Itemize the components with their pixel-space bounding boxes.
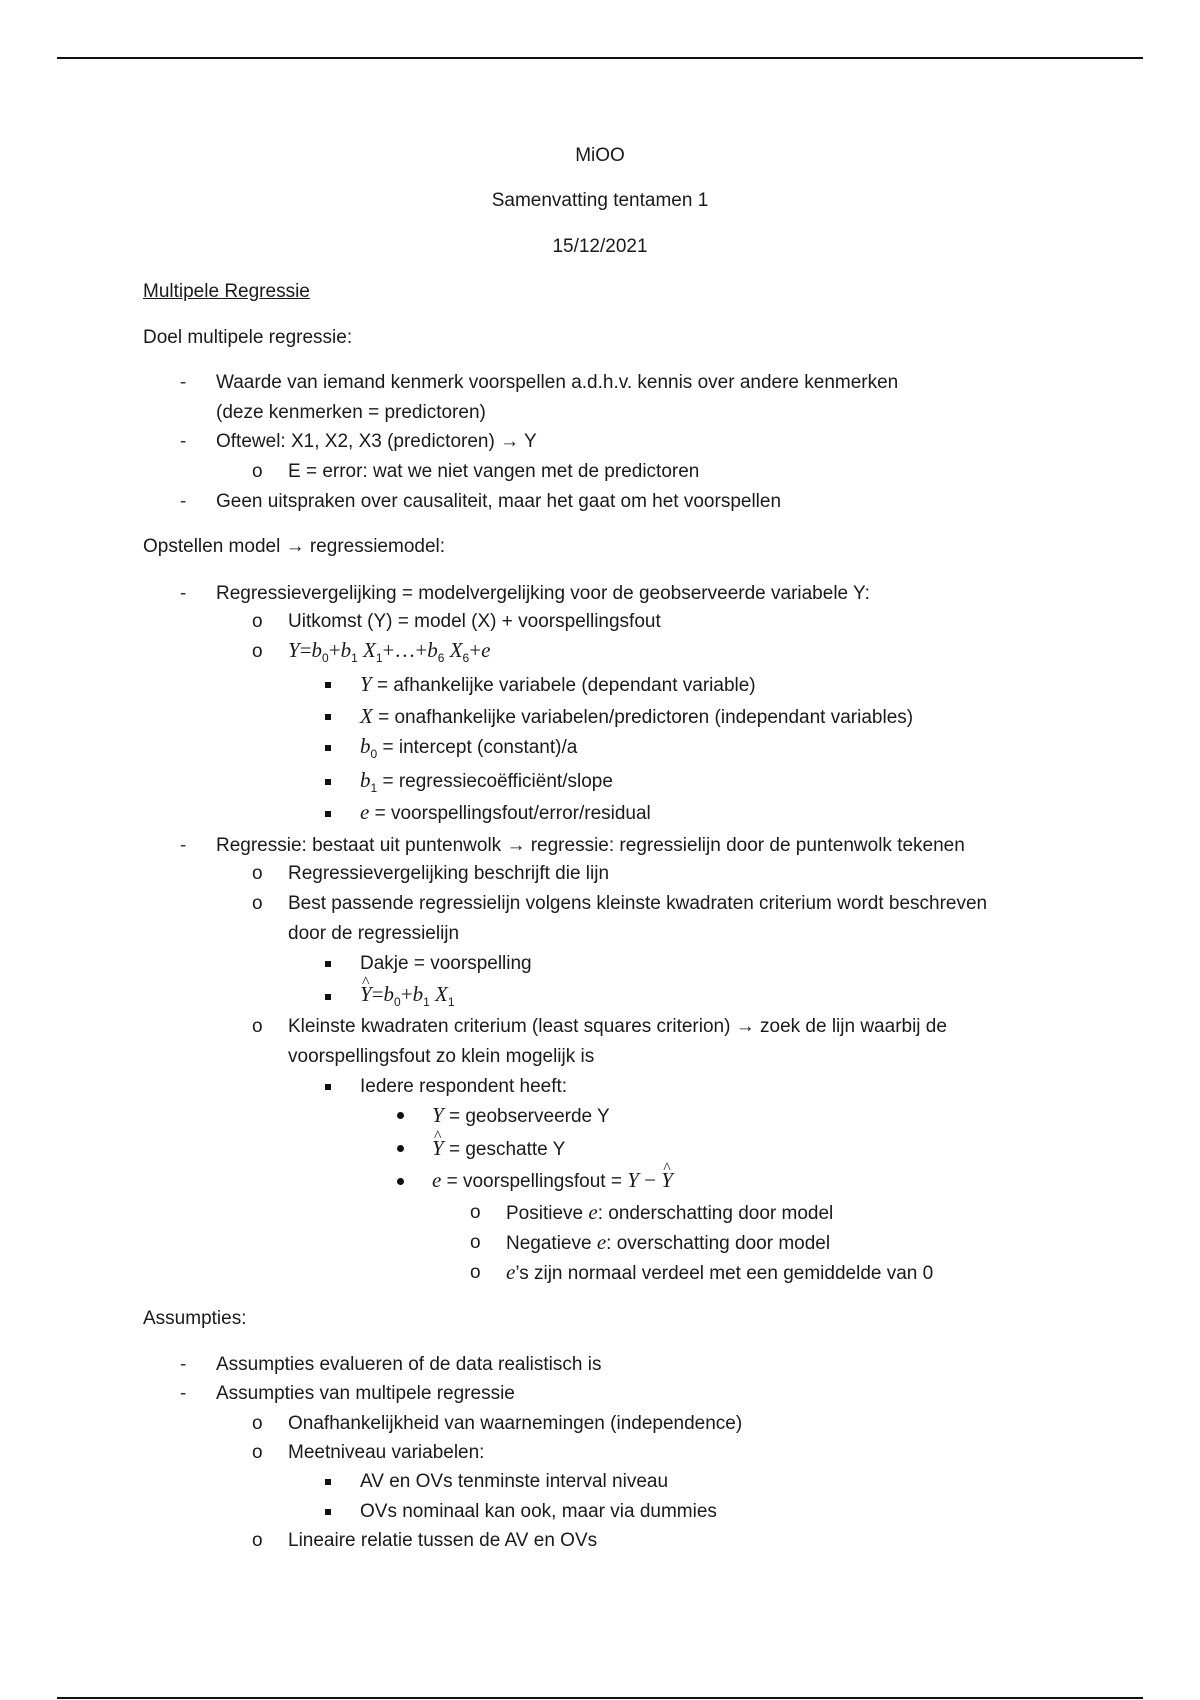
dot-bullet (397, 1137, 404, 1161)
doc-subtitle: Samenvatting tentamen 1 (491, 190, 709, 211)
assumption-2-2-2: OVs nominaal kan ook, maar via dummies (360, 1501, 717, 1522)
circle-bullet: o (252, 641, 263, 662)
square-bullet (325, 736, 331, 760)
def-b1: $b_1$ = regressiecoëfficiënt/slope (360, 768, 613, 795)
goal-item-2-sub: E = error: wat we niet vangen met de predictoren (288, 461, 700, 482)
goal-item-1b: (deze kenmerken = predictoren) (216, 402, 486, 423)
assumption-2: Assumpties van multipele regressie (216, 1383, 515, 1404)
def-x: X = onafhankelijke variabelen/predictoren (independant variables) (360, 704, 914, 728)
dash-bullet: - (180, 491, 187, 512)
model-label: Opstellen model → regressiemodel: (143, 536, 446, 557)
circle-bullet: o (252, 1442, 263, 1463)
circle-bullet: o (252, 1413, 263, 1434)
dash-bullet: - (180, 372, 187, 393)
respondent: Iedere respondent heeft: (360, 1076, 568, 1097)
square-bullet (325, 985, 331, 1009)
dash-bullet: - (180, 431, 187, 452)
square-bullet (325, 673, 331, 697)
regression-equation: $Y=b_0+b_1$ $X_1+\dots+b_6$ $X_6+e$ (288, 638, 491, 665)
dot-bullet (397, 1170, 404, 1194)
section-heading: Multipele Regressie (143, 281, 310, 302)
dot-bullet (397, 1104, 404, 1128)
assumption-2-1: Onafhankelijkheid van waarnemingen (independence) (288, 1413, 743, 1434)
positive-e: Positieve e: onderschatting door model (506, 1200, 834, 1224)
doc-title: MiOO (575, 145, 625, 166)
dakje: Dakje = voorspelling (360, 953, 532, 974)
square-bullet (325, 1500, 331, 1524)
goal-item-2: Oftewel: X1, X2, X3 (predictoren) → Y (216, 431, 537, 452)
goal-item-3: Geen uitspraken over causaliteit, maar het gaat om het voorspellen (216, 491, 782, 512)
regression-line: Regressie: bestaat uit puntenwolk → regressie: regressielijn door de puntenwolk tekenen (216, 835, 965, 856)
def-y: Y = afhankelijke variabele (dependant variable) (360, 672, 756, 696)
circle-bullet: o (252, 611, 263, 632)
top-rule (57, 57, 1143, 59)
assumption-2-2: Meetniveau variabelen: (288, 1442, 485, 1463)
equation-outcome: Uitkomst (Y) = model (X) + voorspellingsfout (288, 611, 661, 632)
negative-e: Negatieve e: overschatting door model (506, 1230, 831, 1254)
assumption-2-3: Lineaire relatie tussen de AV en OVs (288, 1530, 598, 1551)
circle-bullet: o (252, 1016, 263, 1037)
square-bullet (325, 1470, 331, 1494)
dash-bullet: - (180, 583, 187, 604)
circle-bullet: o (470, 1202, 481, 1223)
circle-bullet: o (470, 1262, 481, 1283)
dash-bullet: - (180, 1354, 187, 1375)
assumption-1: Assumpties evalueren of de data realistisch is (216, 1354, 602, 1375)
square-bullet (325, 802, 331, 826)
goal-label: Doel multipele regressie: (143, 327, 353, 348)
square-bullet (325, 1075, 331, 1099)
goal-item-1a: Waarde van iemand kenmerk voorspellen a.d.h.v. kennis over andere kenmerken (216, 372, 899, 393)
best-fit-a: Best passende regressielijn volgens kleinste kwadraten criterium wordt beschreven (288, 893, 988, 914)
circle-bullet: o (252, 461, 263, 482)
error-e: e = voorspellingsfout = Y − ^ Y (432, 1168, 673, 1194)
circle-bullet: o (470, 1232, 481, 1253)
square-bullet (325, 705, 331, 729)
prediction-equation: ^ $Y=b_0+b_1$ $X_1$ (360, 982, 455, 1014)
least-squares-b: voorspellingsfout zo klein mogelijk is (288, 1046, 595, 1067)
circle-bullet: o (252, 863, 263, 884)
def-e: e = voorspellingsfout/error/residual (360, 800, 651, 824)
square-bullet (325, 952, 331, 976)
square-bullet (325, 770, 331, 794)
dash-bullet: - (180, 835, 187, 856)
least-squares-a: Kleinste kwadraten criterium (least squares criterion) → zoek de lijn waarbij de (288, 1016, 947, 1037)
normal-e: e’s zijn normaal verdeel met een gemiddelde van 0 (506, 1260, 934, 1284)
assumption-2-2-1: AV en OVs tenminste interval niveau (360, 1471, 669, 1492)
best-fit-b: door de regressielijn (288, 923, 460, 944)
circle-bullet: o (252, 1530, 263, 1551)
regression-desc: Regressievergelijking beschrijft die lijn (288, 863, 610, 884)
dash-bullet: - (180, 1383, 187, 1404)
def-b0: $b_0$ = intercept (constant)/a (360, 734, 578, 761)
estimated-y: ^ Y = geschatte Y (432, 1136, 565, 1162)
doc-date: 15/12/2021 (552, 236, 648, 257)
assumptions-label: Assumpties: (143, 1308, 247, 1329)
observed-y: Y = geobserveerde Y (432, 1103, 610, 1127)
circle-bullet: o (252, 893, 263, 914)
equation-intro: Regressievergelijking = modelvergelijking voor de geobserveerde variabele Y: (216, 583, 870, 604)
bottom-rule (57, 1697, 1143, 1699)
